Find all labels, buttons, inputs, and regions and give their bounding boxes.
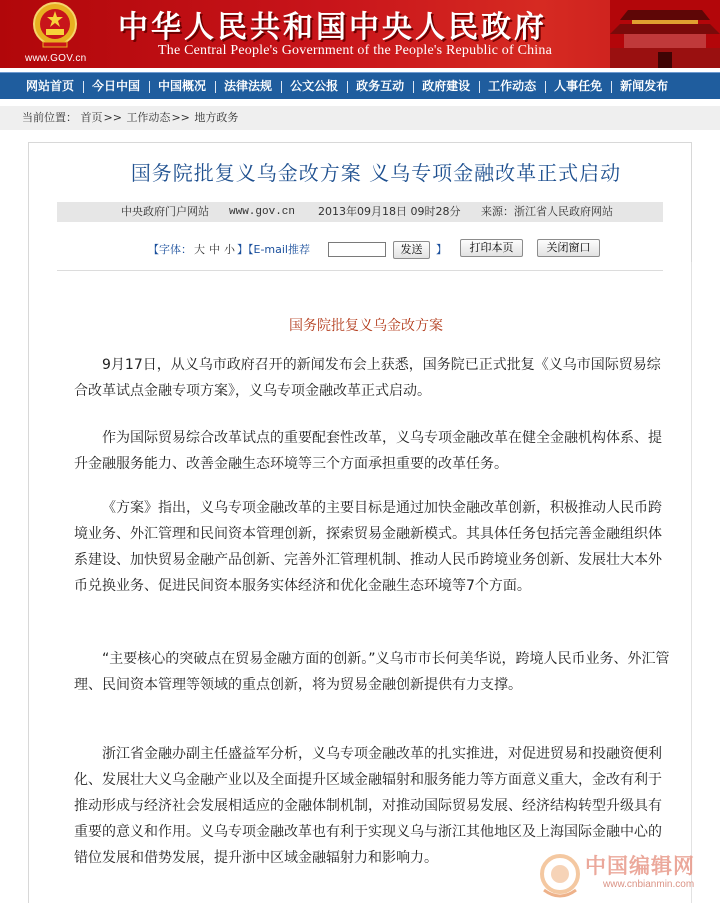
- article-headline: 国务院批复义乌金改方案 义乌专项金融改革正式启动: [130, 161, 622, 185]
- article-paragraph: “主要核心的突破点在贸易金融方面的创新。”义乌市市长何美华说，跨境人民币业务、外汇管理、民间资本管理等领域的重点创新，将为贸易金融创新提供有力支撑。: [74, 651, 670, 693]
- article-paragraph: 浙江省金融办副主任盛益军分析，义乌专项金融改革的扎实推进，对促进贸易和投融资便利化、发展壮大义乌金融产业以及全面提升区域金融辐射和服务能力等方面意义重大，金改有利于推动形成与经济社会发展相适应的金融体制机制，对推动国际贸易发展、经济结构转型升级具有重要的意义和作用。义乌专项金融改革也有利于实现义乌与浙江其他地区及上海国际金融中心的错位发展和借势发展，提升浙中区域金融辐射力和影响力。: [74, 746, 662, 866]
- nav-item-work-news[interactable]: 工作动态: [479, 73, 545, 99]
- print-button[interactable]: 打印本页: [460, 239, 523, 257]
- meta-domain: www.gov.cn: [229, 206, 296, 218]
- breadcrumb-separator: >>: [171, 111, 190, 124]
- breadcrumb-label: 当前位置：: [22, 111, 77, 124]
- site-url[interactable]: www.GOV.cn: [25, 53, 87, 64]
- font-size-label: 【字体：: [148, 243, 192, 256]
- close-window-button[interactable]: 关闭窗口: [537, 239, 600, 257]
- watermark-url: www.cnbianmin.com: [603, 879, 695, 890]
- meta-datetime: 2013年09月18日 09时28分: [318, 205, 461, 218]
- font-size-small[interactable]: 小: [224, 243, 235, 256]
- email-recommend-label: 【E-mail推荐: [248, 243, 310, 256]
- nav-item-gov-building[interactable]: 政府建设: [413, 73, 479, 99]
- article-paragraph: 9月17日，从义乌市政府召开的新闻发布会上获悉，国务院已正式批复《义乌市国际贸易综合改革试点金融专项方案》，义乌专项金融改革正式启动。: [74, 357, 661, 399]
- national-emblem-icon[interactable]: [30, 2, 80, 50]
- breadcrumb-separator: >>: [103, 111, 122, 124]
- meta-source: 来源：浙江省人民政府网站: [481, 205, 613, 218]
- tiananmen-icon: [610, 0, 720, 68]
- article-frame-left-border: [28, 262, 29, 903]
- email-input[interactable]: [328, 242, 386, 257]
- breadcrumb-local-affairs[interactable]: 地方政务: [194, 111, 239, 124]
- article-meta: [57, 202, 663, 222]
- font-size-large[interactable]: 大: [194, 243, 205, 256]
- font-size-medium[interactable]: 中: [209, 243, 220, 256]
- article-paragraph: 《方案》指出，义乌专项金融改革的主要目标是通过加快金融改革创新，积极推动人民币跨境业务、外汇管理和民间资本管理创新，探索贸易金融新模式。其具体任务包括完善金融组织体系建设、加快贸易金融产品创新、完善外汇管理机制、推动人民币跨境业务创新、发展壮大本外币兑换业务、促进民间资本服务实体经济和优化金融生态环境等7个方面。: [74, 500, 662, 594]
- site-title-en: The Central People's Government of the People's Republic of China: [158, 43, 553, 58]
- nav-item-interaction[interactable]: 政务互动: [347, 73, 413, 99]
- breadcrumb-home[interactable]: 首页: [80, 111, 103, 124]
- site-header: [0, 0, 720, 68]
- nav-item-laws[interactable]: 法律法规: [215, 73, 281, 99]
- nav-item-appointments[interactable]: 人事任免: [545, 73, 611, 99]
- font-size-close: 】: [237, 243, 248, 256]
- site-title[interactable]: 中华人民共和国中央人民政府: [118, 10, 547, 45]
- breadcrumb-work-news[interactable]: 工作动态: [126, 111, 171, 124]
- divider: [57, 270, 663, 271]
- nav-item-gazette[interactable]: 公文公报: [281, 73, 347, 99]
- meta-source-site: 中央政府门户网站: [121, 205, 209, 218]
- main-nav: [0, 72, 720, 99]
- breadcrumb: [0, 106, 720, 130]
- email-close: 】: [436, 243, 447, 256]
- nav-item-today-china[interactable]: 今日中国: [83, 73, 149, 99]
- watermark-text: 中国编辑网: [585, 854, 695, 878]
- article-tools: [148, 239, 608, 261]
- article-subtitle: 国务院批复义乌金改方案: [289, 318, 443, 334]
- nav-item-home[interactable]: 网站首页: [26, 79, 75, 93]
- article-paragraph: 作为国际贸易综合改革试点的重要配套性改革，义乌专项金融改革在健全金融机构体系、提升金融服务能力、改善金融生态环境等三个方面承担重要的改革任务。: [74, 430, 662, 472]
- nav-item-press-release[interactable]: 新闻发布: [611, 73, 677, 99]
- nav-item-china-overview[interactable]: 中国概况: [149, 73, 215, 99]
- send-button[interactable]: 发送: [393, 241, 430, 259]
- article-frame-right-border: [691, 262, 692, 903]
